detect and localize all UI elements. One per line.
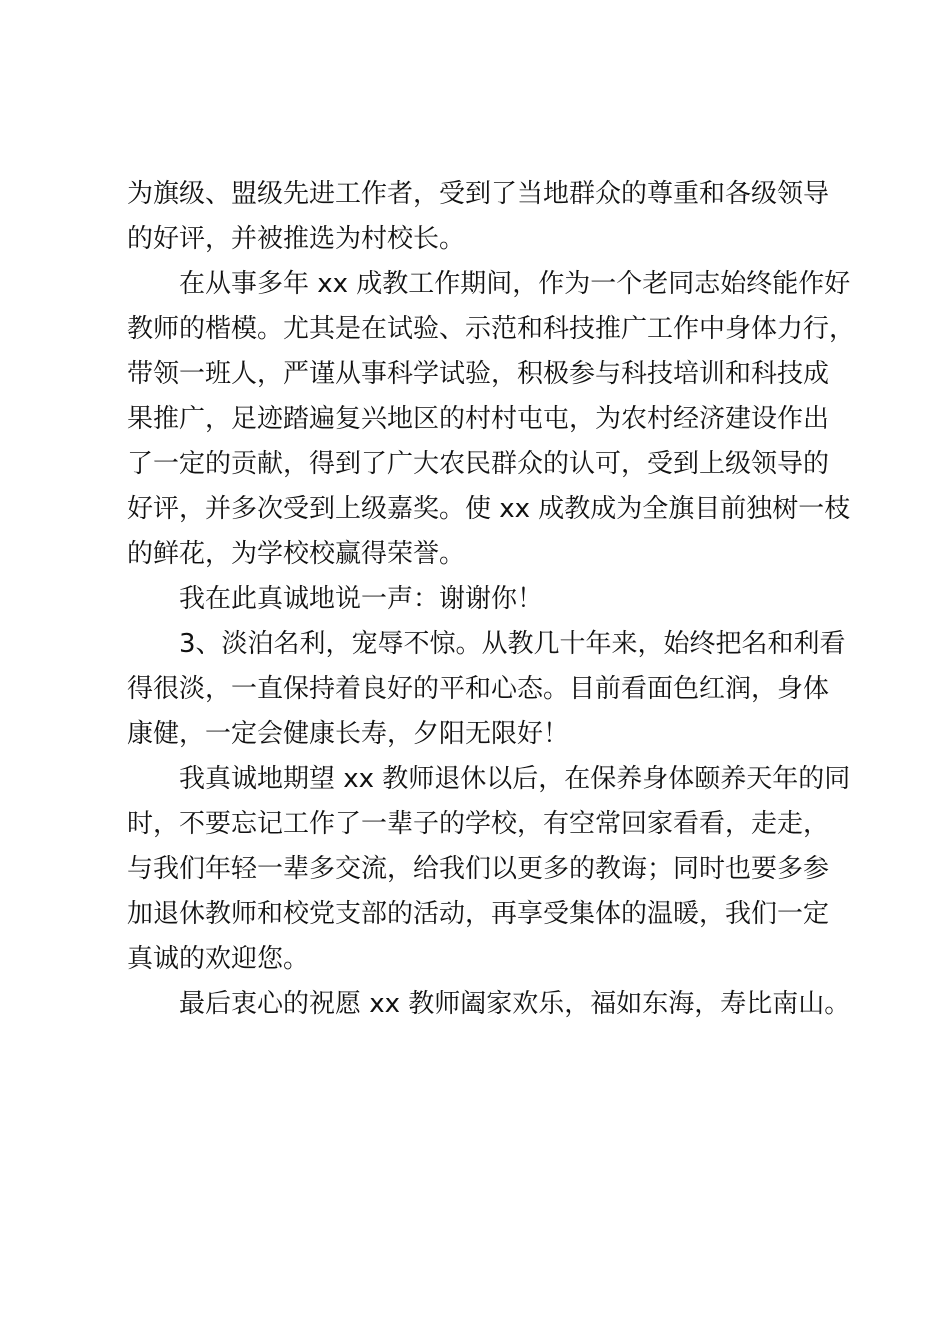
paragraph-6: [127, 982, 851, 1027]
paragraph-3: [127, 577, 847, 622]
text-line: 3、淡泊名利，宠辱不惊。从教几十年来，始终把名和利看: [179, 629, 846, 659]
text-line: 康健，一定会健康长寿，夕阳无限好！: [127, 719, 570, 749]
text-line: 为旗级、盟级先进工作者，受到了当地群众的尊重和各级领导: [127, 179, 830, 209]
paragraph-1: [127, 172, 847, 262]
paragraph-4: [127, 622, 847, 757]
text-line: 了一定的贡献，得到了广大农民群众的认可，受到上级领导的: [127, 449, 830, 479]
paragraph-5: [127, 757, 851, 982]
text-line: 得很淡，一直保持着良好的平和心态。目前看面色红润，身体: [127, 674, 830, 704]
text-line: 果推广，足迹踏遍复兴地区的村村屯屯，为农村经济建设作出: [127, 404, 830, 434]
document-body: [127, 172, 856, 1027]
text-line: 与我们年轻一辈多交流，给我们以更多的教诲；同时也要多参: [127, 854, 830, 884]
text-line: 在从事多年 xx 成教工作期间，作为一个老同志始终能作好: [179, 269, 851, 299]
text-line: 的鲜花，为学校校赢得荣誉。: [127, 539, 466, 569]
paragraph-2: [127, 262, 856, 577]
text-line: 我在此真诚地说一声：谢谢你！: [179, 584, 544, 614]
text-line: 的好评，并被推选为村校长。: [127, 224, 466, 254]
text-line: 好评，并多次受到上级嘉奖。使 xx 成教成为全旗目前独树一枝: [127, 494, 851, 524]
text-line: 教师的楷模。尤其是在试验、示范和科技推广工作中身体力行，: [127, 314, 856, 344]
text-line: 带领一班人，严谨从事科学试验，积极参与科技培训和科技成: [127, 359, 830, 389]
text-line: 加退休教师和校党支部的活动，再享受集体的温暖，我们一定: [127, 899, 830, 929]
text-line: 最后衷心的祝愿 xx 教师阖家欢乐，福如东海，寿比南山。: [179, 989, 851, 1019]
text-line: 我真诚地期望 xx 教师退休以后，在保养身体颐养天年的同: [179, 764, 851, 794]
text-line: 真诚的欢迎您。: [127, 944, 310, 974]
text-line: 时，不要忘记工作了一辈子的学校，有空常回家看看，走走，: [127, 809, 830, 839]
